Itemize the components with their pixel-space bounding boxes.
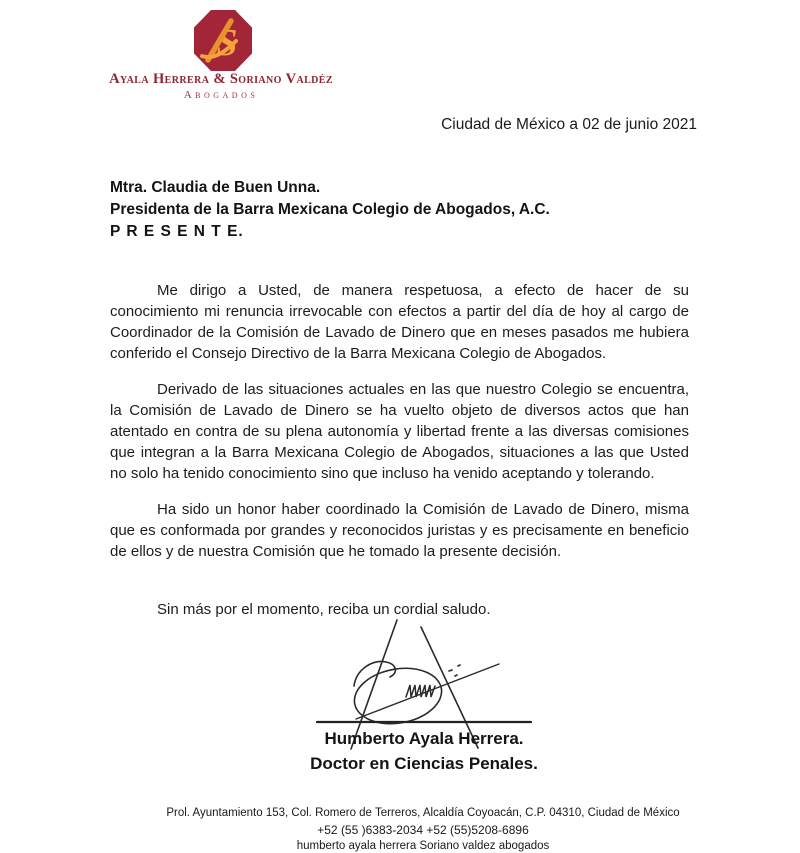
firm-name: Ayala Herrera & Soriano Valdéz [109,71,333,87]
date-line: Ciudad de México a 02 de junio 2021 [441,116,697,133]
recipient-name: Mtra. Claudia de Buen Unna. [110,179,321,196]
signer-title: Doctor en Ciencias Penales. [310,754,538,773]
signer-name: Humberto Ayala Herrera. [324,729,524,748]
footer-phones: +52 (55 )6383-2034 +52 (55)5208-6896 [317,823,529,837]
footer [123,806,723,852]
monogram-s: S [216,22,238,64]
closing-line: Sin más por el momento, reciba un cordial saludo. [157,601,491,618]
firm-subtitle: Abogados [183,89,259,101]
recipient-presente: P R E S E N T E. [110,223,244,240]
signature-block [298,726,550,776]
firm-monogram-icon [193,9,253,72]
paragraph-1: Me dirigo a Usted, de manera respetuosa, a efecto de hacer de su conocimiento mi renuncia irrevocable con efectos a partir del día de hoy al cargo de Coordinador de la Comisión de Lavado de Dinero que en meses pasados me hubiera conferido el Consejo Directivo de la Barra Mexicana Colegio de Abogados. [110,282,689,362]
footer-clipped-line: humberto ayala herrera Soriano valdez abogados [296,840,550,852]
paragraph-2: Derivado de las situaciones actuales en las que nuestro Colegio se encuentra, la Comisión de Lavado de Dinero se ha vuelto objeto de diversos actos que han atentado en contra de su plena autonomía y libertad frente a las diversas comisiones que integran a la Barra Mexicana Colegio de Abogados, situaciones a las que Usted no solo ha tenido conocimiento sino que incluso ha venido aceptando y tolerando. [110,381,689,482]
firm-logo [193,9,253,72]
letter-body [110,177,689,620]
footer-address: Prol. Ayuntamiento 153, Col. Romero de Terreros, Alcaldía Coyoacán, C.P. 04310, Ciudad de México [166,807,680,819]
recipient-title: Presidenta de la Barra Mexicana Colegio de Abogados, A.C. [110,201,550,218]
paragraph-3: Ha sido un honor haber coordinado la Comisión de Lavado de Dinero, misma que es conformada por grandes y reconocidos juristas y es precisamente en beneficio de ellos y de nuestra Comisión que he tomado la presente decisión. [110,501,689,560]
recipient-block [110,177,689,243]
